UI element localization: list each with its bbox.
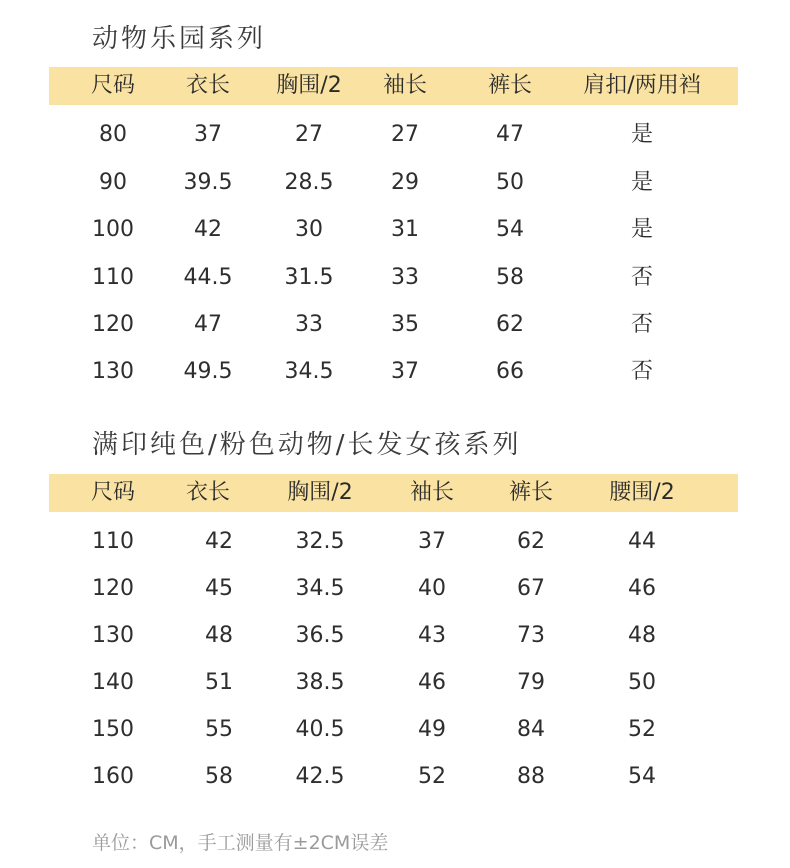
table2-cell: 46 [628,576,656,601]
table1-cell: 62 [496,312,524,337]
table2-cell: 34.5 [295,576,345,601]
table1-cell: 37 [194,122,222,147]
table2-header-cell: 衣长 [185,480,230,505]
table1-cell: 34.5 [284,359,334,384]
table2-header-cell: 尺码 [90,480,135,505]
table1-cell: 50 [496,170,524,195]
table2-cell: 42.5 [295,764,345,789]
table2-cell: 62 [517,529,545,554]
table1-cell: 66 [496,359,524,384]
table1-cell: 27 [391,122,419,147]
table2-header-cell: 裤长 [508,480,553,505]
table1-cell: 37 [391,359,419,384]
table1-cell: 35 [391,312,419,337]
table1-title: 动物乐园系列 [92,24,267,54]
table1-cell: 47 [496,122,524,147]
table2-cell: 55 [205,717,233,742]
table1-cell: 是 [630,217,653,242]
table2-cell: 160 [92,764,134,789]
table2-cell: 40 [418,576,446,601]
table1-cell: 42 [194,217,222,242]
table2-header-cell: 袖长 [409,480,454,505]
table1-cell: 130 [92,359,134,384]
table1-cell: 是 [630,122,653,147]
table1-cell: 27 [295,122,323,147]
table2-cell: 48 [205,623,233,648]
table1-cell: 90 [99,170,127,195]
table1-cell: 33 [295,312,323,337]
table1-cell: 54 [496,217,524,242]
table2-cell: 38.5 [295,670,345,695]
table1-cell: 30 [295,217,323,242]
table1-cell: 28.5 [284,170,334,195]
table1-cell: 100 [92,217,134,242]
table1-header-cell: 肩扣/两用裆 [583,73,701,98]
table2-cell: 51 [205,670,233,695]
table1-cell: 31 [391,217,419,242]
table1-header-cell: 胸围/2 [276,73,342,98]
table1-cell: 31.5 [284,265,334,290]
table2-cell: 120 [92,576,134,601]
table1-cell: 39.5 [183,170,233,195]
table2-cell: 46 [418,670,446,695]
table2-cell: 48 [628,623,656,648]
table1-cell: 否 [630,312,653,337]
unit-note: 单位：CM，手工测量有±2CM误差 [92,832,389,854]
table2-cell: 45 [205,576,233,601]
table2-cell: 88 [517,764,545,789]
table1-cell: 29 [391,170,419,195]
table2-cell: 32.5 [295,529,345,554]
table2-cell: 49 [418,717,446,742]
table2-header-cell: 腰围/2 [609,480,675,505]
table1-header-cell: 尺码 [90,73,135,98]
table2-cell: 43 [418,623,446,648]
table1-cell: 否 [630,265,653,290]
table2-cell: 79 [517,670,545,695]
table1-header-cell: 袖长 [382,73,427,98]
table1-cell: 是 [630,170,653,195]
table2-cell: 44 [628,529,656,554]
table2-cell: 73 [517,623,545,648]
table2-cell: 36.5 [295,623,345,648]
table2-cell: 50 [628,670,656,695]
table1-header-cell: 裤长 [487,73,532,98]
table2-title: 满印纯色/粉色动物/长发女孩系列 [92,430,522,460]
table2-cell: 140 [92,670,134,695]
table2-cell: 54 [628,764,656,789]
table1-cell: 33 [391,265,419,290]
table2-cell: 150 [92,717,134,742]
table2-cell: 52 [418,764,446,789]
table2-header-bar [49,474,738,512]
table1-cell: 44.5 [183,265,233,290]
table2-cell: 52 [628,717,656,742]
table1-header-bar [49,67,738,105]
table1-cell: 120 [92,312,134,337]
table2-cell: 37 [418,529,446,554]
table2-cell: 67 [517,576,545,601]
table2-cell: 40.5 [295,717,345,742]
table1-header-cell: 衣长 [185,73,230,98]
table2-cell: 42 [205,529,233,554]
table1-cell: 110 [92,265,134,290]
table1-cell: 49.5 [183,359,233,384]
table1-cell: 58 [496,265,524,290]
table1-cell: 47 [194,312,222,337]
table2-cell: 84 [517,717,545,742]
table2-cell: 58 [205,764,233,789]
table2-cell: 130 [92,623,134,648]
table1-cell: 80 [99,122,127,147]
table1-cell: 否 [630,359,653,384]
table2-cell: 110 [92,529,134,554]
table2-header-cell: 胸围/2 [287,480,353,505]
